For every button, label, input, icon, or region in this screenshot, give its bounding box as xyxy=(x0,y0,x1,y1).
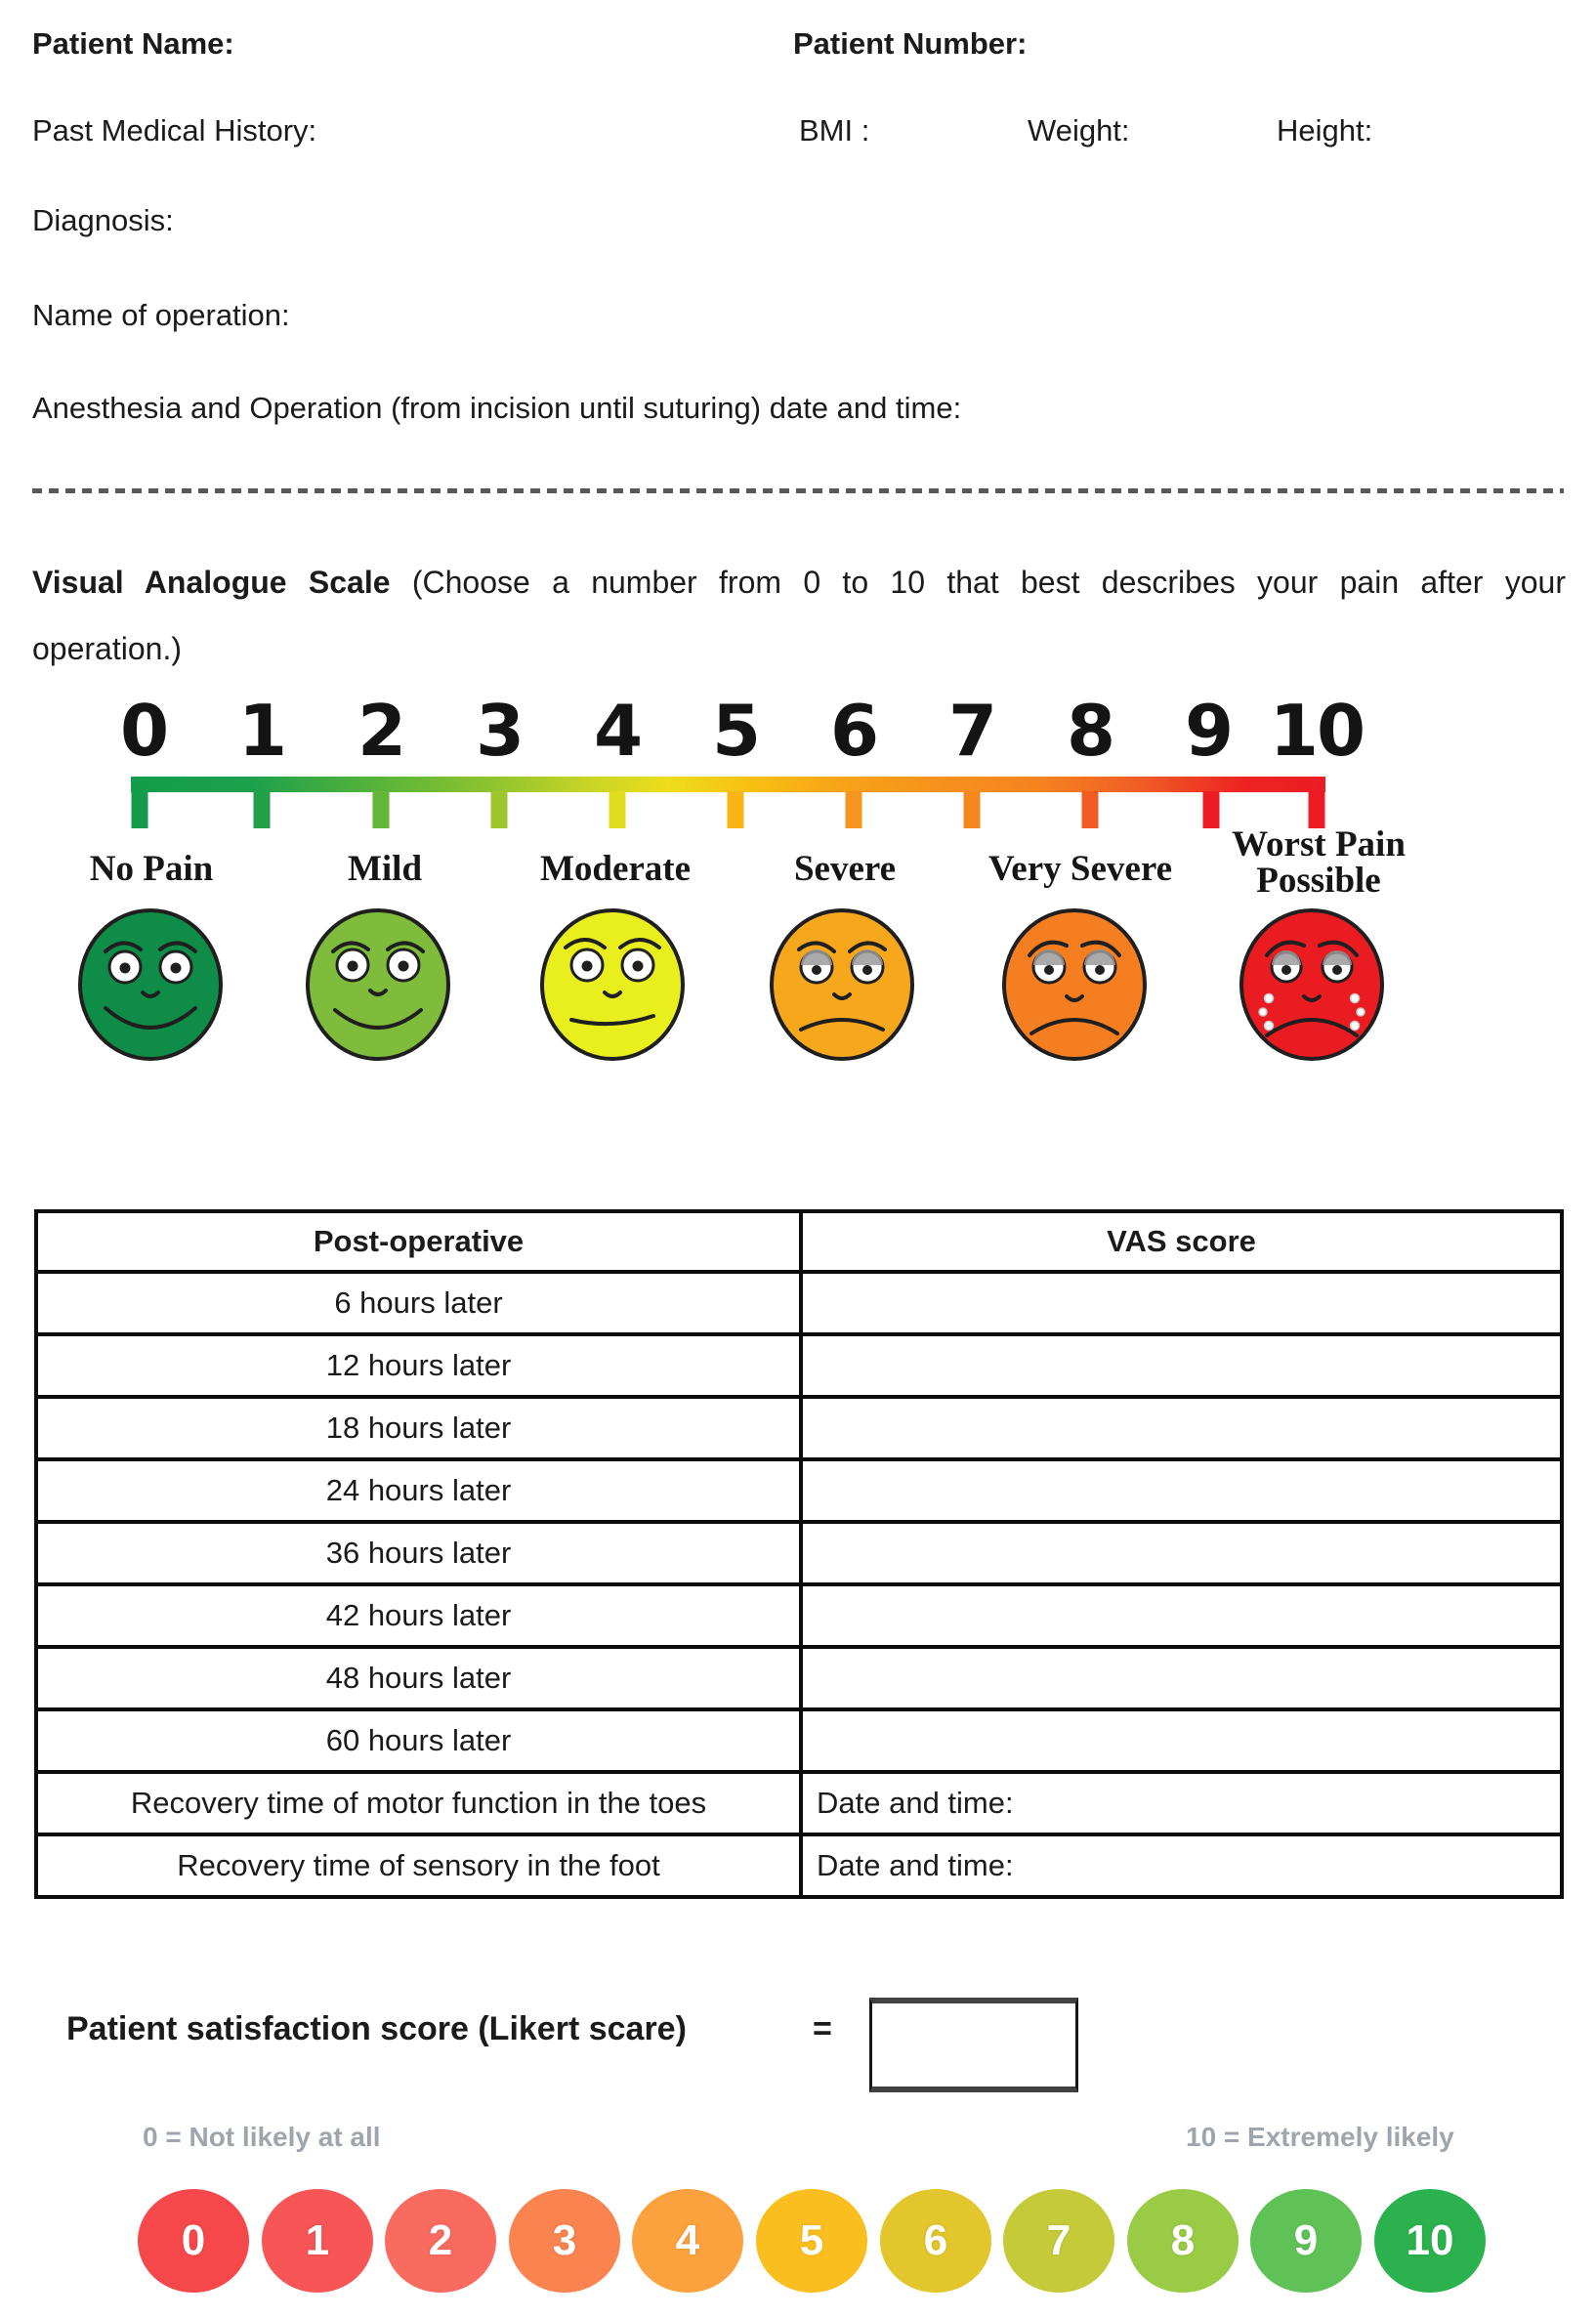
postop-cell: 12 hours later xyxy=(36,1334,801,1397)
worst-pain-line2: Possible xyxy=(1256,861,1381,901)
table-row xyxy=(36,1334,1562,1397)
table-row xyxy=(36,1584,1562,1647)
likert-option-value: 5 xyxy=(799,2216,824,2264)
likert-option-value: 1 xyxy=(305,2216,330,2264)
likert-option-9[interactable] xyxy=(1250,2189,1362,2293)
vas-tick-7 xyxy=(964,791,981,828)
weight-label: Weight: xyxy=(1028,113,1130,148)
vas-score-cell[interactable]: Date and time: xyxy=(801,1834,1562,1897)
vas-table-body xyxy=(36,1272,1562,1897)
vas-score-cell[interactable] xyxy=(801,1397,1562,1459)
satisfaction-score-box[interactable] xyxy=(869,1998,1078,2092)
vas-tick-5 xyxy=(728,791,744,828)
equals-sign: = xyxy=(813,2010,832,2047)
vas-gradient-bar xyxy=(131,777,1325,792)
likert-option-value: 4 xyxy=(675,2216,700,2264)
likert-option-5[interactable] xyxy=(756,2189,867,2293)
vas-title-rest: (Choose a number from 0 to 10 that best describes your pain after your xyxy=(411,565,1567,600)
vas-number-9: 9 xyxy=(1184,690,1233,772)
likert-option-7[interactable] xyxy=(1003,2189,1114,2293)
likert-option-10[interactable] xyxy=(1374,2189,1486,2293)
postop-cell: 6 hours later xyxy=(36,1272,801,1334)
vas-score-header-cell: VAS score xyxy=(801,1211,1562,1272)
bmi-label: BMI : xyxy=(799,113,870,148)
postop-cell: 48 hours later xyxy=(36,1647,801,1709)
vas-score-cell[interactable] xyxy=(801,1709,1562,1772)
postop-cell: 60 hours later xyxy=(36,1709,801,1772)
vas-tick-2 xyxy=(373,791,390,828)
table-row xyxy=(36,1647,1562,1709)
vas-score-cell[interactable] xyxy=(801,1647,1562,1709)
likert-option-value: 0 xyxy=(181,2216,206,2264)
table-row xyxy=(36,1834,1562,1897)
likert-option-6[interactable] xyxy=(880,2189,991,2293)
vas-number-7: 7 xyxy=(947,690,996,772)
likert-option-value: 8 xyxy=(1170,2216,1196,2264)
vas-section-title xyxy=(32,563,1566,602)
very-severe-face-icon xyxy=(1000,906,1149,1063)
likert-low-label: 0 = Not likely at all xyxy=(143,2122,381,2152)
vas-tick-4 xyxy=(609,791,626,828)
vas-tick-9 xyxy=(1203,791,1220,828)
vas-label-worst-pain xyxy=(1232,826,1406,899)
diagnosis-label: Diagnosis: xyxy=(32,203,174,237)
likert-option-value: 6 xyxy=(923,2216,948,2264)
likert-option-1[interactable] xyxy=(262,2189,373,2293)
vas-number-6: 6 xyxy=(829,690,878,772)
mild-face-icon xyxy=(304,906,452,1063)
vas-score-cell[interactable]: Date and time: xyxy=(801,1772,1562,1834)
likert-option-value: 7 xyxy=(1046,2216,1071,2264)
likert-option-value: 10 xyxy=(1406,2216,1454,2264)
worst-pain-face-icon xyxy=(1238,906,1386,1063)
vas-label-severe: Severe xyxy=(793,849,897,889)
table-row xyxy=(36,1397,1562,1459)
moderate-face-icon xyxy=(538,906,687,1063)
table-row xyxy=(36,1272,1562,1334)
height-label: Height: xyxy=(1277,113,1373,148)
vas-score-cell[interactable] xyxy=(801,1459,1562,1522)
postop-cell: 36 hours later xyxy=(36,1522,801,1584)
vas-tick-3 xyxy=(491,791,508,828)
likert-option-3[interactable] xyxy=(509,2189,620,2293)
postop-cell: 18 hours later xyxy=(36,1397,801,1459)
vas-number-5: 5 xyxy=(711,690,760,772)
operation-name-label: Name of operation: xyxy=(32,298,290,332)
vas-label-very-severe: Very Severe xyxy=(987,849,1173,889)
table-header-row xyxy=(36,1211,1562,1272)
vas-number-4: 4 xyxy=(593,690,642,772)
vas-label-no-pain: No Pain xyxy=(89,849,214,889)
vas-tick-10 xyxy=(1309,791,1325,828)
vas-score-cell[interactable] xyxy=(801,1272,1562,1334)
patient-number-label: Patient Number: xyxy=(793,26,1028,61)
vas-number-10: 10 xyxy=(1269,690,1365,772)
severe-face-icon xyxy=(768,906,916,1063)
vas-number-0: 0 xyxy=(119,690,168,772)
vas-tick-8 xyxy=(1082,791,1099,828)
likert-option-4[interactable] xyxy=(632,2189,743,2293)
likert-option-value: 9 xyxy=(1293,2216,1319,2264)
likert-option-8[interactable] xyxy=(1127,2189,1239,2293)
postop-cell: 24 hours later xyxy=(36,1459,801,1522)
likert-option-value: 2 xyxy=(428,2216,453,2264)
table-row xyxy=(36,1709,1562,1772)
patient-name-label: Patient Name: xyxy=(32,26,234,61)
likert-option-0[interactable] xyxy=(138,2189,249,2293)
likert-option-value: 3 xyxy=(552,2216,577,2264)
vas-label-moderate: Moderate xyxy=(539,849,692,889)
no-pain-face-icon xyxy=(76,906,225,1063)
vas-tick-1 xyxy=(254,791,271,828)
postop-cell: Recovery time of sensory in the foot xyxy=(36,1834,801,1897)
vas-number-2: 2 xyxy=(357,690,405,772)
vas-score-cell[interactable] xyxy=(801,1522,1562,1584)
postop-header-cell: Post-operative xyxy=(36,1211,801,1272)
postop-cell: Recovery time of motor function in the toes xyxy=(36,1772,801,1834)
table-row xyxy=(36,1459,1562,1522)
table-row xyxy=(36,1522,1562,1584)
vas-label-mild: Mild xyxy=(347,849,423,889)
satisfaction-score-label: Patient satisfaction score (Likert scare) xyxy=(66,2010,687,2047)
anesthesia-label: Anesthesia and Operation (from incision until suturing) date and time: xyxy=(32,391,962,425)
past-medical-history-label: Past Medical History: xyxy=(32,113,317,148)
vas-number-1: 1 xyxy=(237,690,286,772)
vas-score-table xyxy=(34,1209,1564,1899)
vas-tick-0 xyxy=(132,791,148,828)
vas-score-cell[interactable] xyxy=(801,1584,1562,1647)
vas-number-8: 8 xyxy=(1066,690,1114,772)
vas-title-bold: Visual Analogue Scale xyxy=(32,565,391,600)
vas-score-cell[interactable] xyxy=(801,1334,1562,1397)
likert-option-2[interactable] xyxy=(385,2189,496,2293)
likert-high-label: 10 = Extremely likely xyxy=(1186,2122,1454,2152)
dashed-divider xyxy=(32,488,1564,493)
postop-cell: 42 hours later xyxy=(36,1584,801,1647)
vas-title-line2: operation.) xyxy=(32,631,182,666)
worst-pain-line1: Worst Pain xyxy=(1232,824,1406,864)
vas-number-3: 3 xyxy=(475,690,524,772)
vas-tick-6 xyxy=(846,791,862,828)
table-row xyxy=(36,1772,1562,1834)
